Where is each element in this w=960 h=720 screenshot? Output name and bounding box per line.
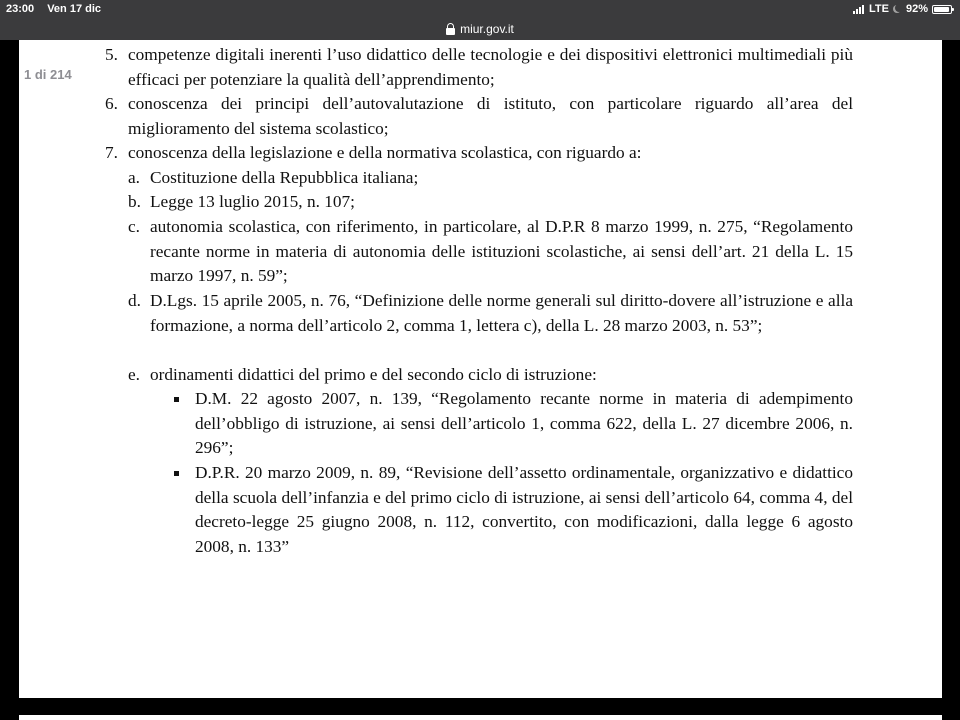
status-left	[6, 3, 101, 15]
browser-address-bar[interactable]	[0, 20, 960, 40]
bullet-item-text: D.M. 22 agosto 2007, n. 139, “Regolamento recante norme in materia di adempimento dell’obbligo di istruzione, ai sensi dell’articolo 1, comma 622, della L. 27 dicembre 2006, n. 296”;	[195, 389, 853, 457]
list-item-text: competenze digitali inerenti l’uso didattico delle tecnologie e dei dispositivi elettronici multimediali più efficaci per potenziare la qualità dell’apprendimento;	[128, 45, 853, 89]
next-page-edge	[19, 715, 942, 720]
sub-list-item-text: Legge 13 luglio 2015, n. 107;	[150, 192, 355, 211]
status-bar	[0, 0, 960, 20]
list-item-number: 6.	[105, 94, 118, 113]
status-right	[853, 3, 952, 15]
do-not-disturb-icon	[895, 4, 903, 12]
list-item-text: conoscenza della legislazione e della normativa scolastica, con riguardo a:	[128, 143, 642, 162]
sub-list-item	[128, 289, 853, 338]
sub-list-item-letter: a.	[128, 168, 140, 187]
list-item-number: 7.	[105, 143, 118, 162]
sub-list-item-text: autonomia scolastica, con riferimento, in particolare, al D.P.R 8 marzo 1999, n. 275, “Regolamento recante norme in materia di autonomia delle istituzioni scolastiche, ai sensi dell’art. 21 della L. 15 marzo 1997, n. 59”;	[150, 217, 853, 285]
status-time: 23:00	[6, 3, 35, 15]
sub-list-item-letter: d.	[128, 291, 141, 310]
sub-list-item-text: Costituzione della Repubblica italiana;	[150, 168, 419, 187]
sub-list-item-text: D.Lgs. 15 aprile 2005, n. 76, “Definizione delle norme generali sul diritto-dovere all’istruzione e alla formazione, a norma dell’articolo 2, comma 1, lettera c), della L. 28 marzo 2003, n. 53”;	[150, 291, 853, 335]
list-item	[105, 141, 853, 166]
bullet-item	[195, 461, 853, 559]
page-counter: 1 di 214	[24, 67, 72, 82]
list-item-number: 5.	[105, 45, 118, 64]
sub-list-item-letter: b.	[128, 192, 141, 211]
cellular-signal-icon	[853, 5, 865, 14]
url-display[interactable]	[446, 22, 514, 36]
battery-fill	[934, 7, 949, 12]
bullet-square-icon	[174, 471, 179, 476]
bullet-item	[195, 387, 853, 461]
list-item-text: conoscenza dei principi dell’autovalutazione di istituto, con particolare riguardo all’area del miglioramento del sistema scolastico;	[128, 94, 853, 138]
list-item	[105, 92, 853, 141]
battery-icon	[932, 5, 952, 14]
sub-list-item-text: ordinamenti didattici del primo e del secondo ciclo di istruzione:	[150, 365, 597, 384]
bullet-square-icon	[174, 397, 179, 402]
sub-list-item	[128, 363, 853, 388]
list-item	[105, 43, 853, 92]
sub-list-item	[128, 166, 853, 191]
sub-list-item-letter: c.	[128, 217, 140, 236]
sub-list-item	[128, 215, 853, 289]
sub-list-item	[128, 190, 853, 215]
battery-percent: 92%	[905, 3, 928, 15]
pdf-page[interactable]	[19, 40, 942, 698]
sub-list-item-letter: e.	[128, 365, 140, 384]
lock-icon	[446, 28, 455, 35]
bullet-item-text: D.P.R. 20 marzo 2009, n. 89, “Revisione dell’assetto ordinamentale, organizzativo e didattico della scuola dell’infanzia e del primo ciclo di istruzione, ai sensi dell’articolo 64, comma 4, del decreto-legge 25 giugno 2008, n. 112, convertito, con modificazioni, dalla legge 6 agosto 2008, n. 133”	[195, 463, 853, 556]
url-text[interactable]: miur.gov.it	[460, 22, 514, 36]
status-date: Ven 17 dic	[47, 3, 102, 15]
network-type: LTE	[869, 3, 889, 15]
